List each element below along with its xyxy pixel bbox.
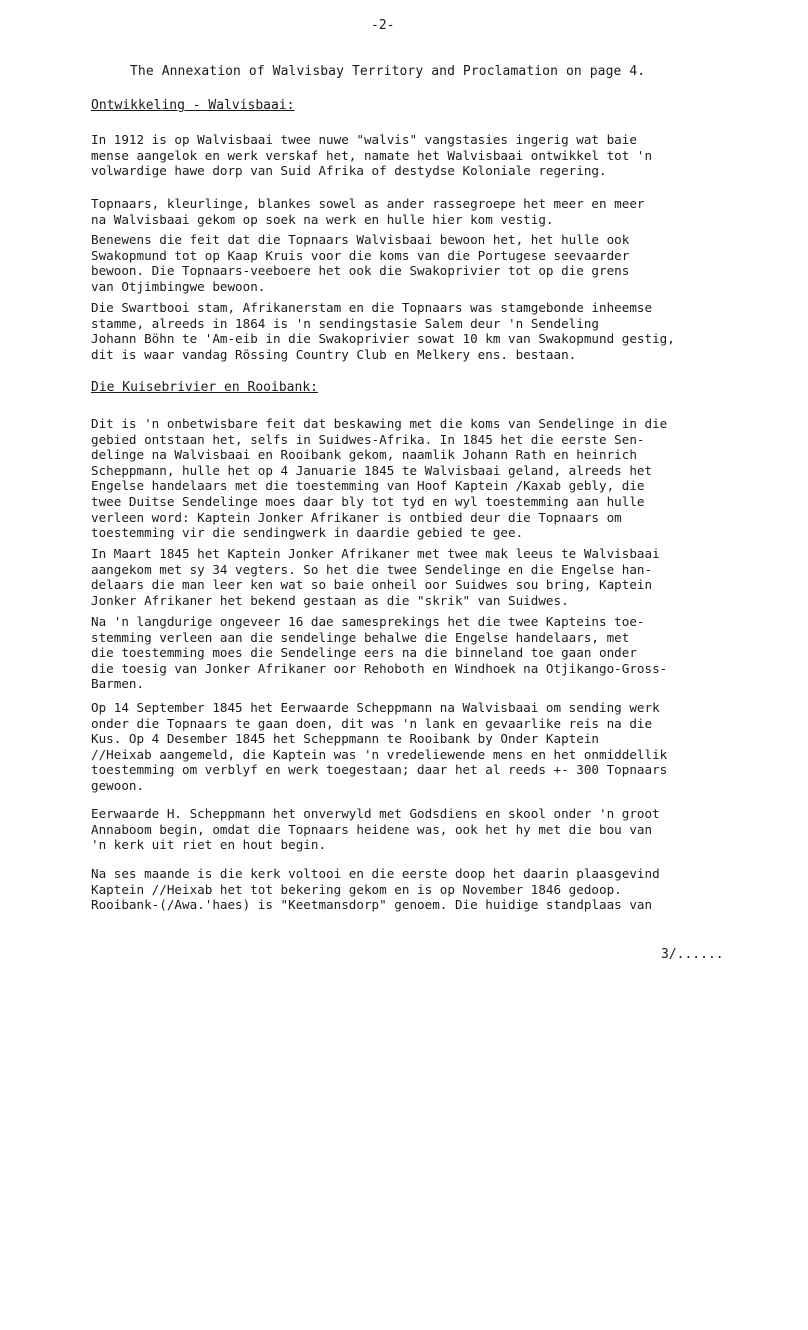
- paragraph: Topnaars, kleurlinge, blankes sowel as ander rassegroepe het meer en meer na Walvisbaai gekom op soek na werk en hulle hier kom vestig.: [91, 196, 645, 227]
- continuation-marker: 3/......: [661, 947, 724, 962]
- paragraph: Benewens die feit dat die Topnaars Walvisbaai bewoon het, het hulle ook Swakopmund tot op Kaap Kruis voor die koms van die Portugese seevaarder bewoon. Die Topnaars-veeboere het ook die Swakoprivier tot op die grens van Otjimbingwe bewoon.: [91, 232, 630, 294]
- paragraph: Op 14 September 1845 het Eerwaarde Scheppmann na Walvisbaai om sending werk onder die Topnaars te gaan doen, dit was 'n lank en gevaarlike reis na die Kus. Op 4 Desember 1845 het Scheppmann te Rooibank by Onder Kaptein //Heixab aangemeld, die Kaptein was 'n vredeliewende mens en het onmiddellik toestemming om verblyf en werk toegestaan; daar het al reeds +- 300 Topnaars gewoon.: [91, 700, 668, 793]
- paragraph: Na ses maande is die kerk voltooi en die eerste doop het daarin plaasgevind Kaptein //Heixab het tot bekering gekom en is op November 1846 gedoop. Rooibank-(/Awa.'haes) is "Keetmansdorp" genoem. Die huidige standplaas van: [91, 866, 660, 913]
- document-title: The Annexation of Walvisbay Territory and Proclamation on page 4.: [130, 64, 646, 79]
- paragraph: In Maart 1845 het Kaptein Jonker Afrikaner met twee mak leeus te Walvisbaai aangekom met sy 34 vegters. So het die twee Sendelinge en die Engelse han- delaars die man leer ken wat so baie onheil oor Suidwes sou bring, Kaptein Jonker Afrikaner het bekend gestaan as die "skrik" van Suidwes.: [91, 546, 660, 608]
- section-heading-walvisbaai: Ontwikkeling - Walvisbaai:: [91, 98, 295, 113]
- paragraph: Die Swartbooi stam, Afrikanerstam en die Topnaars was stamgebonde inheemse stamme, alreeds in 1864 is 'n sendingstasie Salem deur 'n Sendeling Johann Böhn te 'Am-eib in die Swakoprivier sowat 10 km van Swakopmund gestig, dit is waar vandag Rössing Country Club en Melkery ens. bestaan.: [91, 300, 675, 362]
- section-heading-kuisebrivier: Die Kuisebrivier en Rooibank:: [91, 380, 318, 395]
- paragraph: Eerwaarde H. Scheppmann het onverwyld met Godsdiens en skool onder 'n groot Annaboom begin, omdat die Topnaars heidene was, ook het hy met die bou van 'n kerk uit riet en hout begin.: [91, 806, 660, 853]
- paragraph: In 1912 is op Walvisbaai twee nuwe "walvis" vangstasies ingerig wat baie mense aangelok en werk verskaf het, namate het Walvisbaai ontwikkel tot 'n volwardige hawe dorp van Suid Afrika of destydse Koloniale regering.: [91, 132, 653, 179]
- paragraph: Dit is 'n onbetwisbare feit dat beskawing met die koms van Sendelinge in die gebied ontstaan het, selfs in Suidwes-Afrika. In 1845 het die eerste Sen- delinge na Walvisbaai en Rooibank gekom, naamlik Johann Rath en heinrich Scheppmann, hulle het op 4 Januarie 1845 te Walvisbaai geland, alreeds het Engelse handelaars met die toestemming van Hoof Kaptein /Kaxab gebly, die twee Duitse Sendelinge moes daar bly tot tyd en wyl toestemming aan hulle verleen word: Kaptein Jonker Afrikaner is ontbied deur die Topnaars om toestemming vir die sendingwerk in daardie gebied te gee.: [91, 416, 668, 541]
- page-number: -2-: [371, 18, 395, 33]
- paragraph: Na 'n langdurige ongeveer 16 dae samesprekings het die twee Kapteins toe- stemming verleen aan die sendelinge behalwe die Engelse handelaars, met die toestemming moes die Sendelinge eers na die binneland toe gaan onder die toesig van Jonker Afrikaner oor Rehoboth en Windhoek na Otjikango-Gross- Barmen.: [91, 614, 668, 692]
